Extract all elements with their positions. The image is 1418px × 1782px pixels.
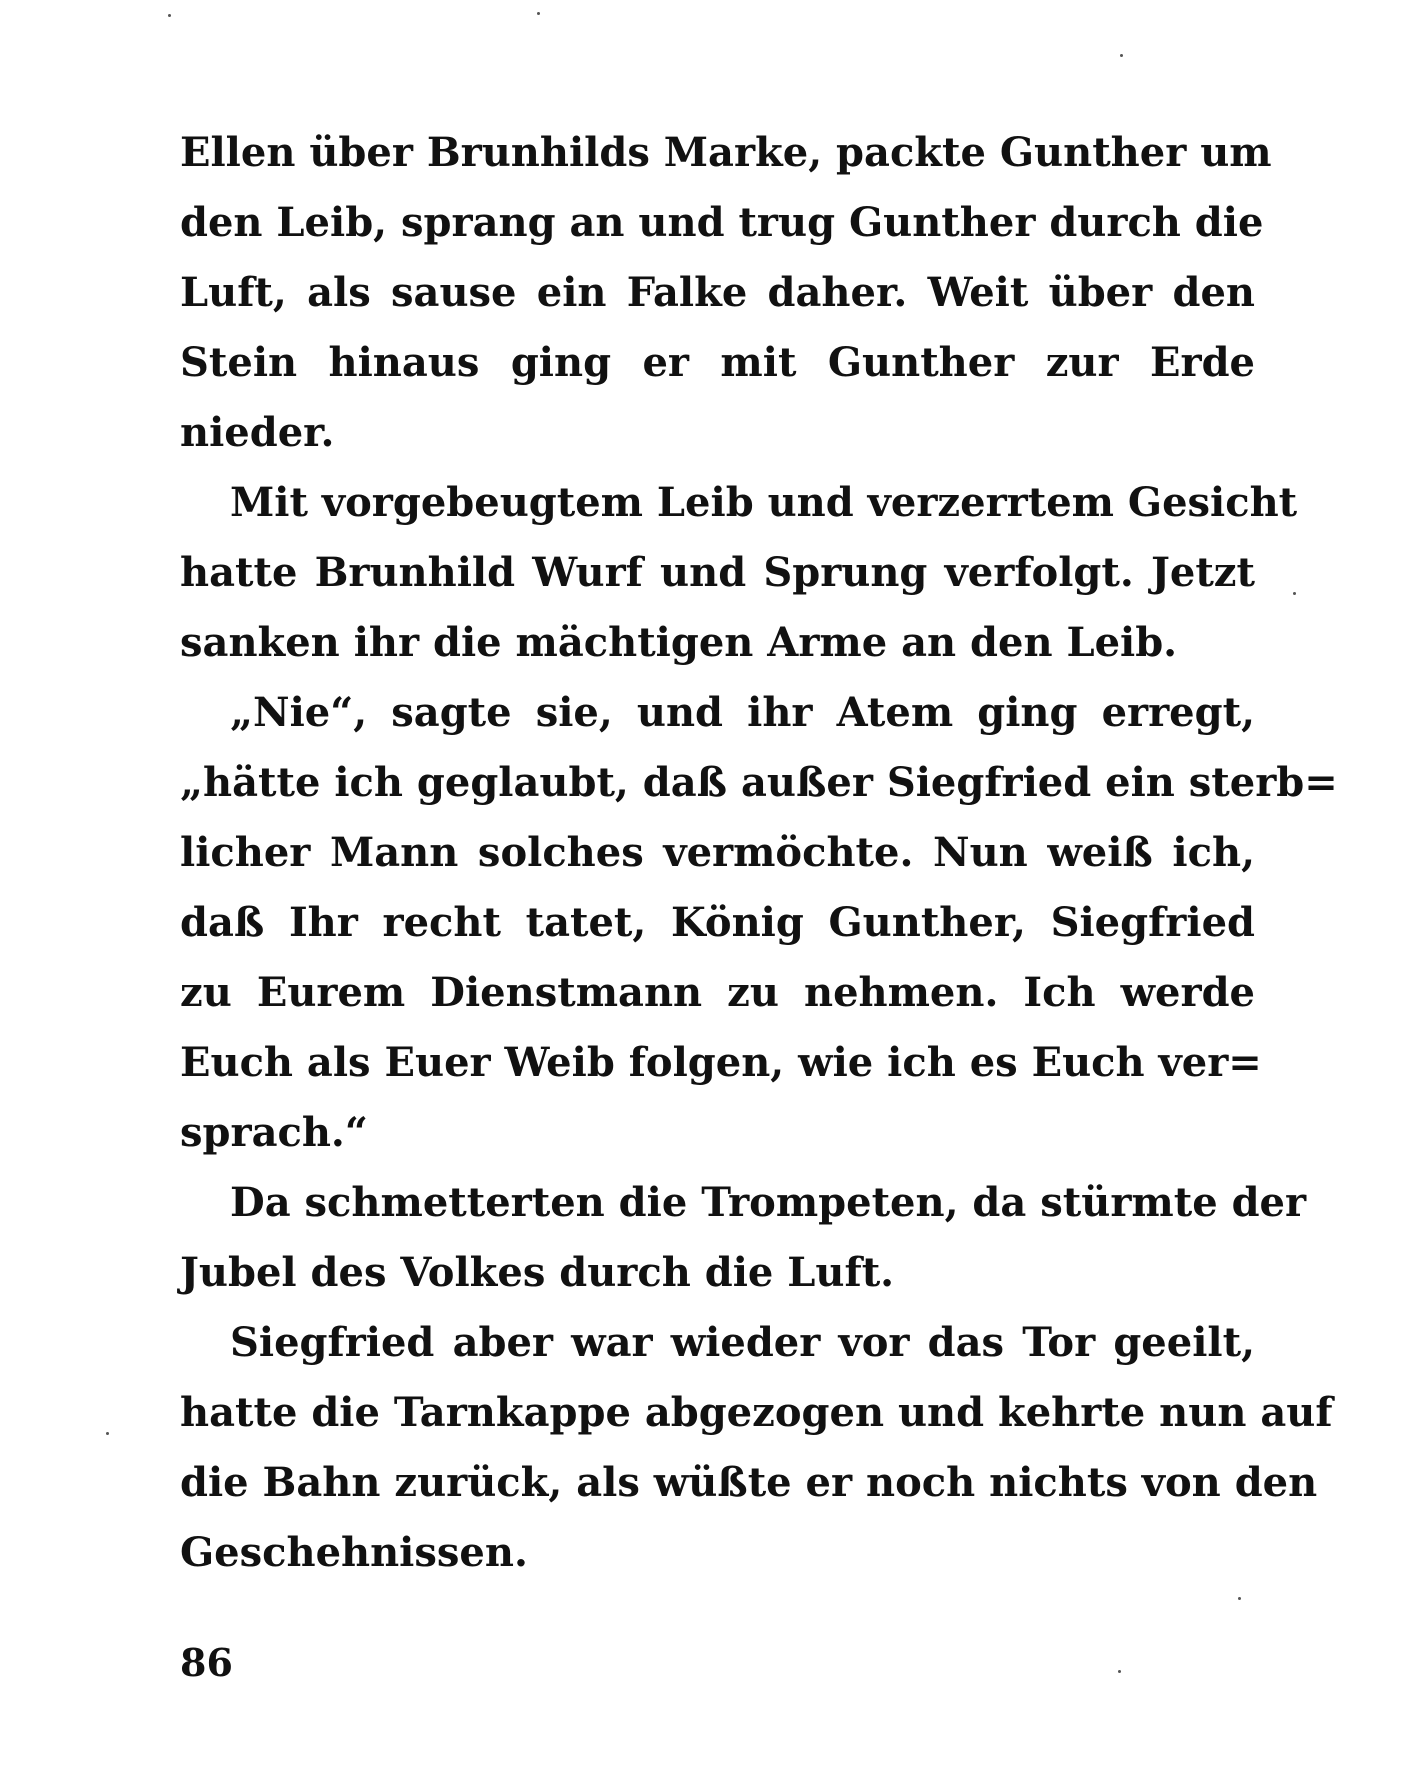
text-line: hatte Brunhild Wurf und Sprung verfolgt. Jetzt (180, 549, 1255, 596)
text-line: zu Eurem Dienstmann zu nehmen. Ich werde (180, 969, 1255, 1016)
text-line: Euch als Euer Weib folgen, wie ich es Euch ver= (180, 1039, 1262, 1086)
text-line: sprach.“ (180, 1109, 368, 1156)
paragraph-2 (180, 468, 1298, 678)
text-line: Jubel des Volkes durch die Luft. (180, 1249, 895, 1296)
text-line: Siegfried aber war wieder vor das Tor geeilt, (230, 1319, 1255, 1366)
scan-speck (1293, 592, 1296, 595)
text-line: Stein hinaus ging er mit Gunther zur Erde (180, 339, 1255, 386)
text-line: den Leib, sprang an und trug Gunther durch die (180, 199, 1264, 246)
paragraph-1 (180, 118, 1272, 468)
page-number: 86 (180, 1640, 233, 1685)
text-line: daß Ihr recht tatet, König Gunther, Siegfried (180, 899, 1255, 946)
text-line: Geschehnissen. (180, 1529, 528, 1576)
text-line: Ellen über Brunhilds Marke, packte Gunther um (180, 129, 1272, 176)
text-line: Luft, als sause ein Falke daher. Weit über den (180, 269, 1255, 316)
paragraph-3 (180, 678, 1338, 1168)
scan-speck (1118, 1670, 1121, 1673)
body-text (180, 118, 1338, 1588)
scan-speck (168, 14, 171, 17)
text-line: hatte die Tarnkappe abgezogen und kehrte nun auf (180, 1389, 1333, 1436)
scan-speck (106, 1432, 109, 1435)
text-line: Da schmetterten die Trompeten, da stürmte der (230, 1179, 1307, 1226)
text-line: Mit vorgebeugtem Leib und verzerrtem Gesicht (230, 479, 1298, 526)
scan-speck (537, 12, 540, 15)
text-line: sanken ihr die mächtigen Arme an den Leib. (180, 619, 1178, 666)
scan-speck (1238, 1597, 1241, 1600)
paragraph-5 (180, 1308, 1333, 1588)
text-line: „hätte ich geglaubt, daß außer Siegfried ein sterb= (180, 759, 1338, 806)
text-line: nieder. (180, 409, 335, 456)
text-line: licher Mann solches vermöchte. Nun weiß ich, (180, 829, 1255, 876)
text-line: „Nie“, sagte sie, und ihr Atem ging erregt, (230, 689, 1255, 736)
scan-speck (1120, 54, 1123, 57)
paragraph-4 (180, 1168, 1307, 1308)
text-line: die Bahn zurück, als wüßte er noch nichts von den (180, 1459, 1318, 1506)
